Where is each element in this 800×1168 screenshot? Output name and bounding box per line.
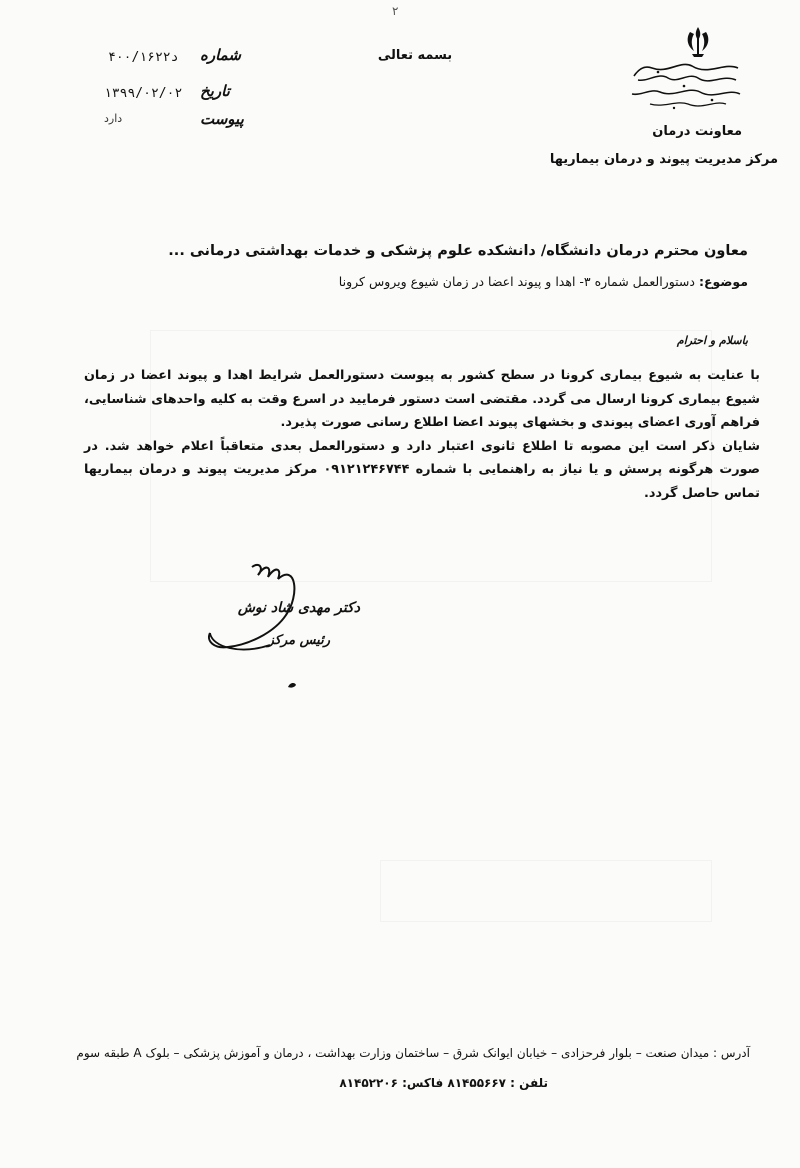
subject-line	[148, 274, 748, 289]
signer-title: رئیس مرکز	[267, 633, 330, 648]
greeting: باسلام و احترام	[676, 334, 748, 347]
attachment-label: پیوست	[200, 110, 244, 128]
page-number: ۲	[392, 4, 399, 18]
letter-body	[84, 364, 760, 505]
body-paragraph-1: با عنایت به شیوع بیماری کرونا در سطح کشور به پیوست دستورالعمل شرایط اهدا و پیوند اعضا در زمان شیوع بیماری کرونا ارسال می گردد. مقتضی است دستور فرمایید در اسرع وقت به کلیه واحدهای شناسایی، فراهم آوری اعضای پیوندی و بخشهای پیوند اعضا اطلاع رسانی صورت پذیرد.	[84, 368, 760, 430]
footer-address: آدرس : میدان صنعت – بلوار فرحزادی – خیابان ایوانک شرق – ساختمان وزارت بهداشت ، درمان و آموزش پزشکی – بلوک A طبقه سوم	[76, 1046, 750, 1060]
footer-phones: تلفن : ۸۱۴۵۵۶۶۷ فاکس: ۸۱۴۵۲۲۰۶	[339, 1076, 548, 1090]
subject-text: دستورالعمل شماره ۳- اهدا و پیوند اعضا در زمان شیوع ویروس کرونا	[338, 274, 695, 289]
body-paragraph-2: شایان ذکر است این مصوبه تا اطلاع ثانوی اعتبار دارد و دستورالعمل بعدی متعاقباً اعلام خواهد شد. در صورت هرگونه پرسش و یا نیاز به راهنمایی با شماره ۰۹۱۲۱۲۴۶۷۴۴ مرکز مدیریت پیوند و درمان بیماریها تماس حاصل گردد.	[84, 438, 760, 501]
bismillah-heading: بسمه تعالی	[377, 48, 453, 63]
number-label: شماره	[200, 46, 241, 64]
letter-number: ۴۰۰/۱۶۲۲د	[108, 50, 179, 65]
iran-emblem-icon	[681, 24, 715, 58]
attachment-value: دارد	[104, 112, 123, 125]
letter-date: ۱۳۹۹/۰۲/۰۲	[104, 86, 183, 101]
signer-name: دکتر مهدی شاد نوش	[237, 600, 360, 616]
subject-label: موضوع:	[698, 274, 748, 289]
date-label: تاریخ	[200, 82, 230, 100]
ink-mark	[286, 680, 298, 690]
ministry-calligraphy-logo	[628, 58, 744, 114]
center-name: مرکز مدیریت پیوند و درمان بیماریها	[549, 152, 778, 167]
bleed-through-shadow	[380, 860, 712, 922]
recipient-line: معاون محترم درمان دانشگاه/ دانشکده علوم پزشکی و خدمات بهداشتی درمانی ...	[168, 243, 748, 259]
handwritten-signature	[200, 545, 380, 695]
deputy-office: معاونت درمان	[652, 124, 742, 139]
